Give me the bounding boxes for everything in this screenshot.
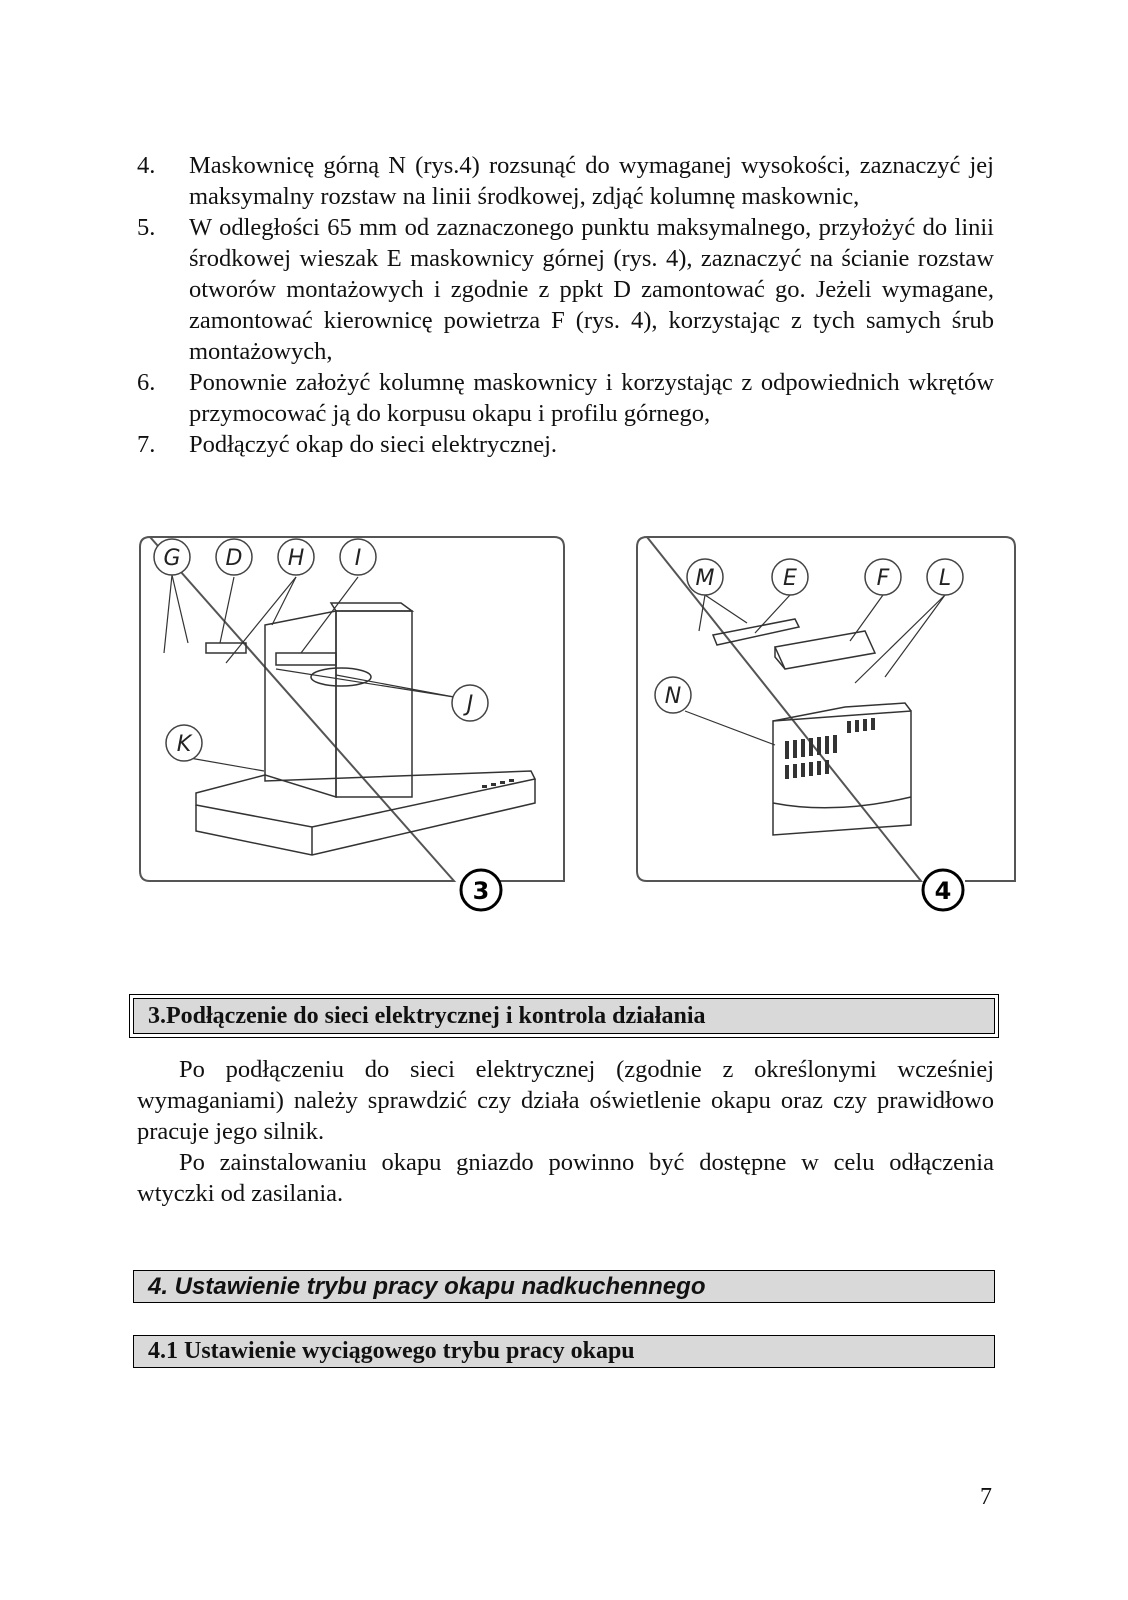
label-m: M (695, 566, 715, 591)
step-number: 7. (137, 431, 156, 458)
step-number: 6. (137, 369, 156, 396)
list-item (137, 429, 994, 460)
step-number: 5. (137, 214, 156, 241)
figure-4-drawing (635, 535, 1017, 927)
page-number: 7 (980, 1484, 992, 1510)
figure-3-hood-assembly (136, 535, 566, 927)
label-e: E (783, 566, 797, 591)
step-number: 4. (137, 152, 156, 179)
section-4-heading (133, 1270, 995, 1303)
list-item (137, 150, 994, 212)
label-n: N (664, 684, 682, 709)
label-j: J (466, 692, 474, 717)
section-3-heading (133, 998, 995, 1034)
step-text: Podłączyć okap do sieci elektrycznej. (189, 431, 558, 458)
figure-number: 4 (934, 877, 952, 905)
section-4-1-heading (133, 1335, 995, 1368)
section-3-body (137, 1054, 994, 1209)
step-text: Maskownicę górną N (rys.4) rozsunąć do wymaganej wysokości, zaznaczyć jej maksymalny rozstaw na linii środkowej, zdjąć kolumnę maskownic, (189, 152, 994, 210)
paragraph: Po zainstalowaniu okapu gniazdo powinno być dostępne w celu odłączenia wtyczki od zasilania. (137, 1149, 994, 1207)
label-h: H (287, 546, 305, 571)
list-item (137, 367, 994, 429)
section-3-title: 3.Podłączenie do sieci elektrycznej i kontrola działania (148, 1002, 706, 1029)
list-item (137, 212, 994, 367)
figure-number: 3 (472, 877, 490, 905)
label-d: D (225, 546, 243, 571)
figure-4-chimney-parts (635, 535, 1017, 927)
step-text: Ponownie założyć kolumnę maskownicy i korzystając z odpowiednich wkrętów przymocować ją do korpusu okapu i profilu górnego, (189, 369, 994, 427)
paragraph: Po podłączeniu do sieci elektrycznej (zgodnie z określonymi wcześniej wymaganiami) należy sprawdzić czy działa oświetlenie okapu oraz czy prawidłowo pracuje jego silnik. (137, 1056, 994, 1145)
step-text: W odległości 65 mm od zaznaczonego punktu maksymalnego, przyłożyć do linii środkowej wieszak E maskownicy górnej (rys. 4), zaznaczyć na ścianie rozstaw otworów montażowych i zgodnie z ppkt D zamontować go. Jeżeli wymagane, zamontować kierownicę powietrza F (rys. 4), korzystając z tych samych śrub montażowych, (189, 214, 994, 365)
section-4-title: 4. Ustawienie trybu pracy okapu nadkuchennego (148, 1272, 706, 1300)
label-g: G (163, 546, 181, 571)
label-l: L (938, 566, 952, 591)
section-4-1-title: 4.1 Ustawienie wyciągowego trybu pracy okapu (148, 1338, 635, 1364)
installation-steps-list (137, 150, 994, 460)
label-i: I (354, 546, 362, 571)
figure-3-drawing (136, 535, 566, 927)
label-f: F (876, 566, 890, 591)
label-k: K (176, 732, 192, 757)
